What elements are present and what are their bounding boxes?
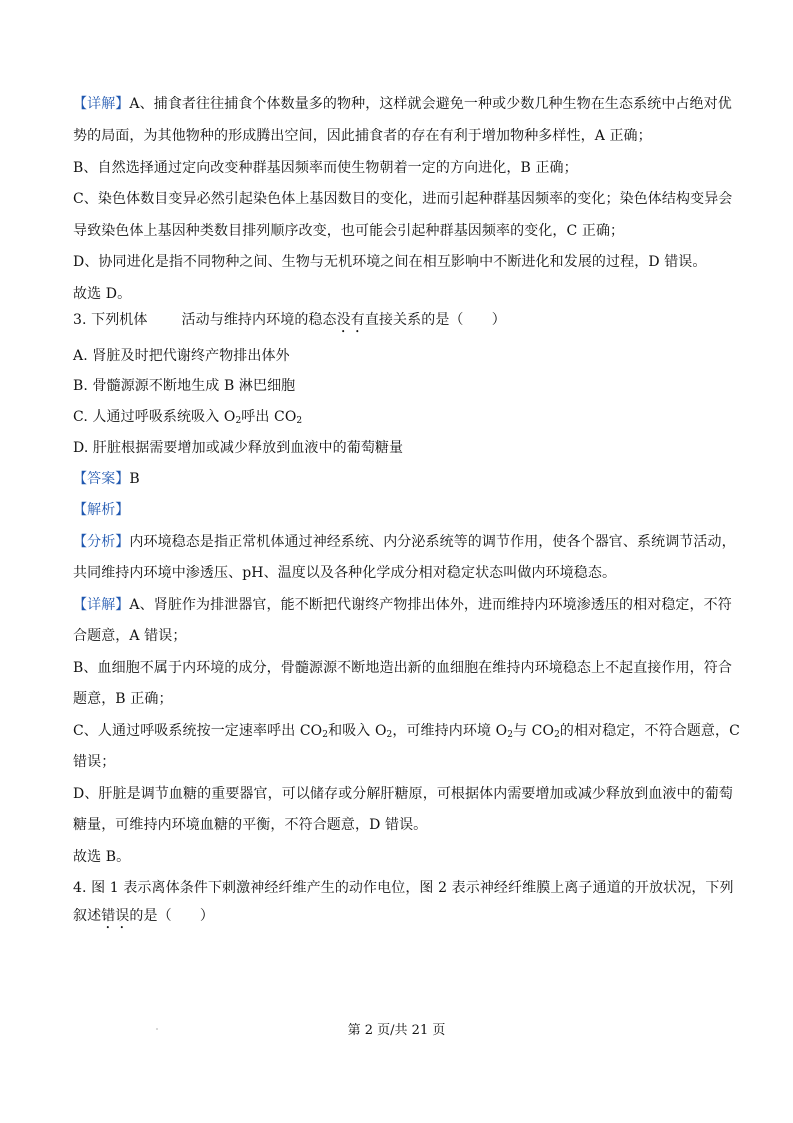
fenxi-tag: 【分析】 xyxy=(73,534,130,550)
q3-detail-line-4: 题意，B 正确； xyxy=(73,691,173,707)
q3-option-b: B. 骨髓源源不断地生成 B 淋巴细胞 xyxy=(73,378,296,394)
q3-detail-line-8: 糖量，可维持内环境血糖的平衡，不符合题意，D 错误。 xyxy=(73,817,428,833)
q3-stem-part-2: 活动与维持内环境的稳态 xyxy=(181,312,337,328)
q3-detail-text: A、肾脏作为排泄器官，能不断把代谢终产物排出体外，进而维持内环境渗透压的相对稳定，不符 xyxy=(129,597,732,613)
q2-detail-line-1 xyxy=(73,94,733,114)
q3-detail-line-6: 错误； xyxy=(73,754,116,770)
q2-detail-line-5: 导致染色体上基因种类数目排列顺序改变，也可能会引起种群基因频率的变化，C 正确； xyxy=(73,223,625,239)
subscript: 2 xyxy=(322,730,329,740)
q3-option-d: D. 肝脏根据需要增加或减少释放到血液中的葡萄糖量 xyxy=(73,440,404,456)
q3-option-c-text-2: 呼出 CO xyxy=(241,409,297,425)
page-footer: 第 2 页/共 21 页 xyxy=(347,1023,446,1038)
q3-option-a: A. 肾脏及时把代谢终产物排出体外 xyxy=(73,348,290,364)
answer-value: B xyxy=(129,471,140,487)
subscript: 2 xyxy=(235,416,242,426)
q4-stem-line-2 xyxy=(73,906,733,932)
answer-tag: 【答案】 xyxy=(73,471,130,487)
q3-detail5-text-2: 和吸入 O xyxy=(328,723,387,739)
q3-detail-line-5 xyxy=(73,721,740,745)
q3-option-c-text-1: C. 人通过呼吸系统吸入 O xyxy=(73,409,236,425)
q3-stem xyxy=(73,310,733,336)
q3-analysis-heading xyxy=(73,500,733,520)
detail-tag: 【详解】 xyxy=(73,96,130,112)
q3-fenxi-line-2: 共同维持内环境中渗透压、pH、温度以及各种化学成分相对稳定状态叫做内环境稳态。 xyxy=(73,565,617,581)
q3-fenxi-line-1 xyxy=(73,532,736,552)
q2-detail-line-6: D、协同进化是指不同物种之间、生物与无机环境之间在相互影响中不断进化和发展的过程，D 错误。 xyxy=(73,254,707,270)
analysis-tag: 【解析】 xyxy=(73,502,130,518)
q3-detail-line-1 xyxy=(73,595,733,615)
q2-choice: 故选 D。 xyxy=(73,286,132,302)
q4-stem-part-1: 叙述 xyxy=(73,908,102,924)
q2-detail-line-4: C、染色体数目变异必然引起染色体上基因数目的变化，进而引起种群基因频率的变化；染色体结构变异会 xyxy=(73,191,733,207)
q3-detail5-text-1: C、人通过呼吸系统按一定速率呼出 CO xyxy=(73,723,323,739)
q3-detail-line-3: B、血细胞不属于内环境的成分，骨髓源源不断地造出新的血细胞在维持内环境稳态上不起直接作用，符合 xyxy=(73,660,732,676)
subscript: 2 xyxy=(507,730,514,740)
q4-stem-line-1: 4. 图 1 表示离体条件下刺激神经纤维产生的动作电位，图 2 表示神经纤维膜上离子通道的开放状况，下列 xyxy=(73,880,734,896)
q3-answer xyxy=(73,469,733,489)
subscript: 2 xyxy=(296,416,303,426)
q3-fenxi-text: 内环境稳态是指正常机体通过神经系统、内分泌系统等的调节作用，使各个器官、系统调节活动， xyxy=(129,534,736,550)
q3-detail5-text-5: 的相对稳定，不符合题意，C xyxy=(559,723,740,739)
subscript: 2 xyxy=(554,730,560,740)
q3-choice: 故选 B。 xyxy=(73,849,131,865)
q3-stem-part-3: 直接关系的是（ ） xyxy=(364,312,506,328)
q3-stem-part-1: 3. 下列机体 xyxy=(73,312,148,328)
q2-detail-text: A、捕食者往往捕食个体数量多的物种，这样就会避免一种或少数几种生物在生态系统中占绝对优 xyxy=(129,96,732,112)
q3-option-c xyxy=(73,407,733,431)
detail-tag: 【详解】 xyxy=(73,597,130,613)
q2-detail-line-2: 势的局面，为其他物种的形成腾出空间，因此捕食者的存在有利于增加物种多样性，A 正确； xyxy=(73,128,652,144)
q3-detail-line-2: 合题意，A 错误； xyxy=(73,628,187,644)
subscript: 2 xyxy=(386,730,393,740)
q2-detail-line-3: B、自然选择通过定向改变种群基因频率而使生物朝着一定的方向进化，B 正确； xyxy=(73,160,578,176)
q3-stem-emphasis: 没有 xyxy=(336,312,365,328)
q4-stem-emphasis: 错误 xyxy=(101,908,130,924)
q3-detail5-text-4: 与 CO xyxy=(513,723,555,739)
q4-stem-part-2: 的是（ ） xyxy=(129,908,215,924)
q3-detail-line-7: D、肝脏是调节血糖的重要器官，可以储存或分解肝糖原，可根据体内需要增加或减少释放到血液中的葡萄 xyxy=(73,786,733,802)
q3-detail5-text-3: ，可维持内环境 O xyxy=(392,723,508,739)
